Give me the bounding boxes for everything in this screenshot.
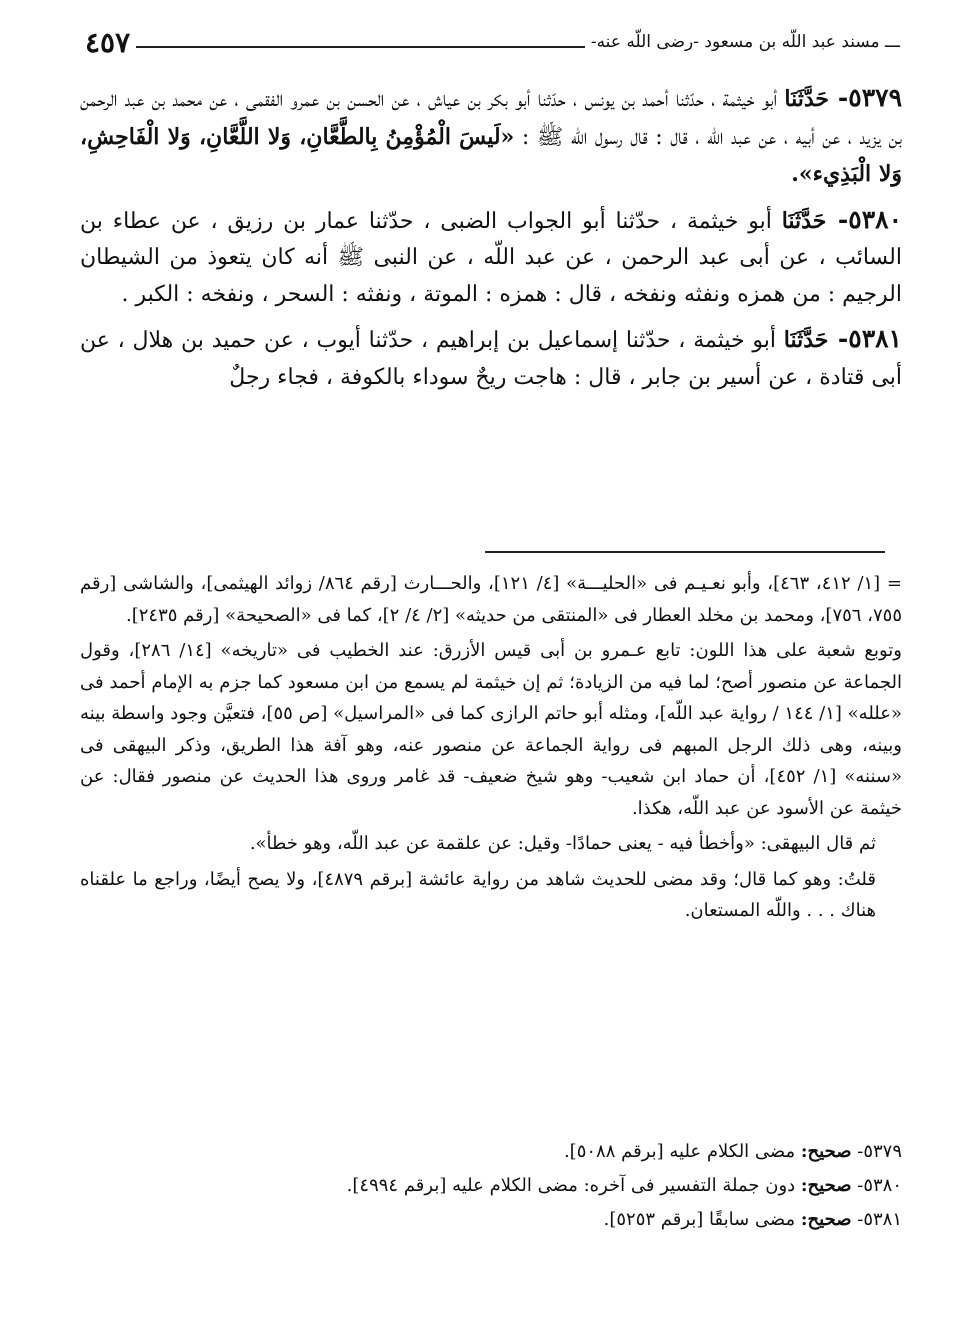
footnote-paragraph: وتوبع شعبة على هذا اللون: تابع عـمرو بن أبى قيس الأزرق: عند الخطيب فى «تاريخه» [١٤/ ٢٨٦]، وقول الجماعة عن منصور أصح؛ لما فيه من الزيادة؛ ثم إن خيثمة لم يسمع من ابن مسعود كما جزم به الإمام أحمد فى «علله» [١/ ١٤٤ / رواية عبد اللّه]، ومثله أبو حاتم الرازى كما فى «المراسيل» [ص ٥٥]، فتعيَّن وجود واسطة بينه وبينه، وهى ذلك الرجل المبهم فى رواية الجماعة عن منصور عنه، وهو آفة هذا الطريق، وذكر البيهقى فى «سننه» [١/ ٤٥٢]، أن حماد ابن شعيب- وهو شيخ ضعيف- قد غامر وروى هذا الحديث عن منصور فقال: عن خيثمة عن الأسود عن عبد اللّه، هكذا. [80,640,902,819]
hadith-5381: ٥٣٨١- حَدَّثَنَا أبو خيثمة ، حدّثنا إسماعيل بن إبراهيم ، حدّثنا أيوب ، عن حميد بن هلال ، عن أبى قتادة ، عن أسير بن جابر ، قال : هاجت ريحٌ سوداء بالكوفة ، فجاء رجلٌ [80,324,902,390]
hadith-number: ٥٣٨١ [848,324,902,353]
hadith-isnad: أبو خيثمة ، حدّثنا إسماعيل بن إبراهيم ، حدّثنا أيوب ، عن حميد بن هلال ، عن أبى قتادة ، عن أسير بن جابر ، قال : هاجت ريحٌ سوداء بالكوفة ، فجاء رجلٌ [80,328,902,390]
grading-5381 [80,1203,902,1237]
hadith-heading: حَدَّثَنَا [781,207,827,234]
hadith-heading: حَدَّثَنَا [784,86,829,112]
grading-verdict: صحيح: [800,1209,852,1230]
footnote-paragraph: ثم قال البيهقى: «وأخطأ فيه - يعنى حمادًا- وقيل: عن علقمة عن عبد اللّه، وهو خطأ». [249,833,876,854]
hadith-quote: «لَيسَ الْمُؤْمِنُ بِالطَّعَّانِ، وَلا اللَّعَّانِ، وَلا الْفَاحِشِ، وَلا الْبَذِيء». [80,123,902,187]
grading-5380 [80,1169,902,1203]
footnotes [80,568,902,931]
grading-note: مضى سابقًا [برقم ٥٢٥٣]. [603,1209,801,1230]
hadith-5380: ٥٣٨٠- حَدَّثَنَا أبو خيثمة ، حدّثنا أبو الجواب الضبى ، حدّثنا عمار بن رزيق ، عن عطاء بن السائب ، عن أبى عبد الرحمن ، عن عبد اللّه ، عن النبى ﷺ أنه كان يتعوذ من الشيطان الرجيم : من همزه ونفثه ونفخه ، قال : همزه : الموتة ، ونفثه : السحر ، ونفخه : الكبر . [80,204,902,307]
grading-note: مضى الكلام عليه [برقم ٥٠٨٨]. [563,1141,801,1162]
grading-verdict: صحيح: [800,1141,852,1162]
running-title: ـــ مسند عبد اللّه بن مسعود -رضى اللّه عنه- [585,32,900,52]
grading-5379 [80,1135,902,1169]
hadith-number: ٥٣٨٠ [848,204,902,234]
hadith-5379: ٥٣٧٩- حَدَّثَنَا أبو خيثمة ، حدّثنا أحمد بن يونس ، حدّثنا أبو بكر بن عياش ، عن الحسن بن عمرو الفقمى ، عن محمد بن عبد الرحمن بن يزيد ، عن أبيه ، عن عبد اللّه ، قال : قال رسول اللّه ﷺ : «لَيسَ الْمُؤْمِنُ بِالطَّعَّانِ، وَلا اللَّعَّانِ، وَلا الْفَاحِشِ، وَلا الْبَذِيء». [80,83,902,187]
hadith-isnad: أبو خيثمة ، حدّثنا أحمد بن يونس ، حدّثنا أبو بكر بن عياش ، عن الحسن بن عمرو الفقمى ، عن محمد بن عبد الرحمن بن يزيد ، عن أبيه ، عن عبد اللّه ، قال : قال رسول اللّه ﷺ : [80,87,902,150]
hadith-number: ٥٣٧٩ [848,83,902,112]
hadith-gradings [80,1135,902,1237]
running-header [85,26,900,64]
page-number: ٤٥٧ [85,26,136,59]
grading-number: ٥٣٨١- [857,1209,902,1230]
footnote-paragraph: = [١/ ٤١٢، ٤٦٣]، وأبو نعـيـم فى «الحليـــة» [٤/ ١٢١]، والحـــارث [رقم ٨٦٤/ زوائد الهيثمى]، والشاشى [رقم ٧٥٥، ٧٥٦]، ومحمد بن مخلد العطار فى «المنتقى من حديثه» [٢/ ٤/ ٢]، كما فى «الصحيحة» [رقم ٢٤٣٥]. [80,573,903,626]
footnote-separator [485,551,885,553]
hadith-isnad: أبو خيثمة ، حدّثنا أبو الجواب الضبى ، حدّثنا عمار بن رزيق ، عن عطاء بن السائب ، عن أبى عبد الرحمن ، عن عبد اللّه ، عن النبى ﷺ أنه كان يتعوذ من الشيطان الرجيم : من همزه ونفثه ونفخه ، قال : همزه : الموتة ، ونفثه : السحر ، ونفخه : الكبر . [80,208,902,307]
grading-verdict: صحيح: [800,1175,852,1196]
hadith-text [80,80,902,404]
grading-note: دون جملة التفسير فى آخره: مضى الكلام عليه [برقم ٤٩٩٤]. [346,1175,801,1196]
grading-number: ٥٣٧٩- [857,1141,902,1162]
hadith-heading: حَدَّثَنَا [783,327,829,353]
footnote-paragraph: قلتُ: وهو كما قال؛ وقد مضى للحديث شاهد من رواية عائشة [برقم ٤٨٧٩]، ولا يصح أيضًا، وراجع ما علقناه هناك . . . واللّه المستعان. [80,868,876,921]
grading-number: ٥٣٨٠- [857,1175,902,1196]
